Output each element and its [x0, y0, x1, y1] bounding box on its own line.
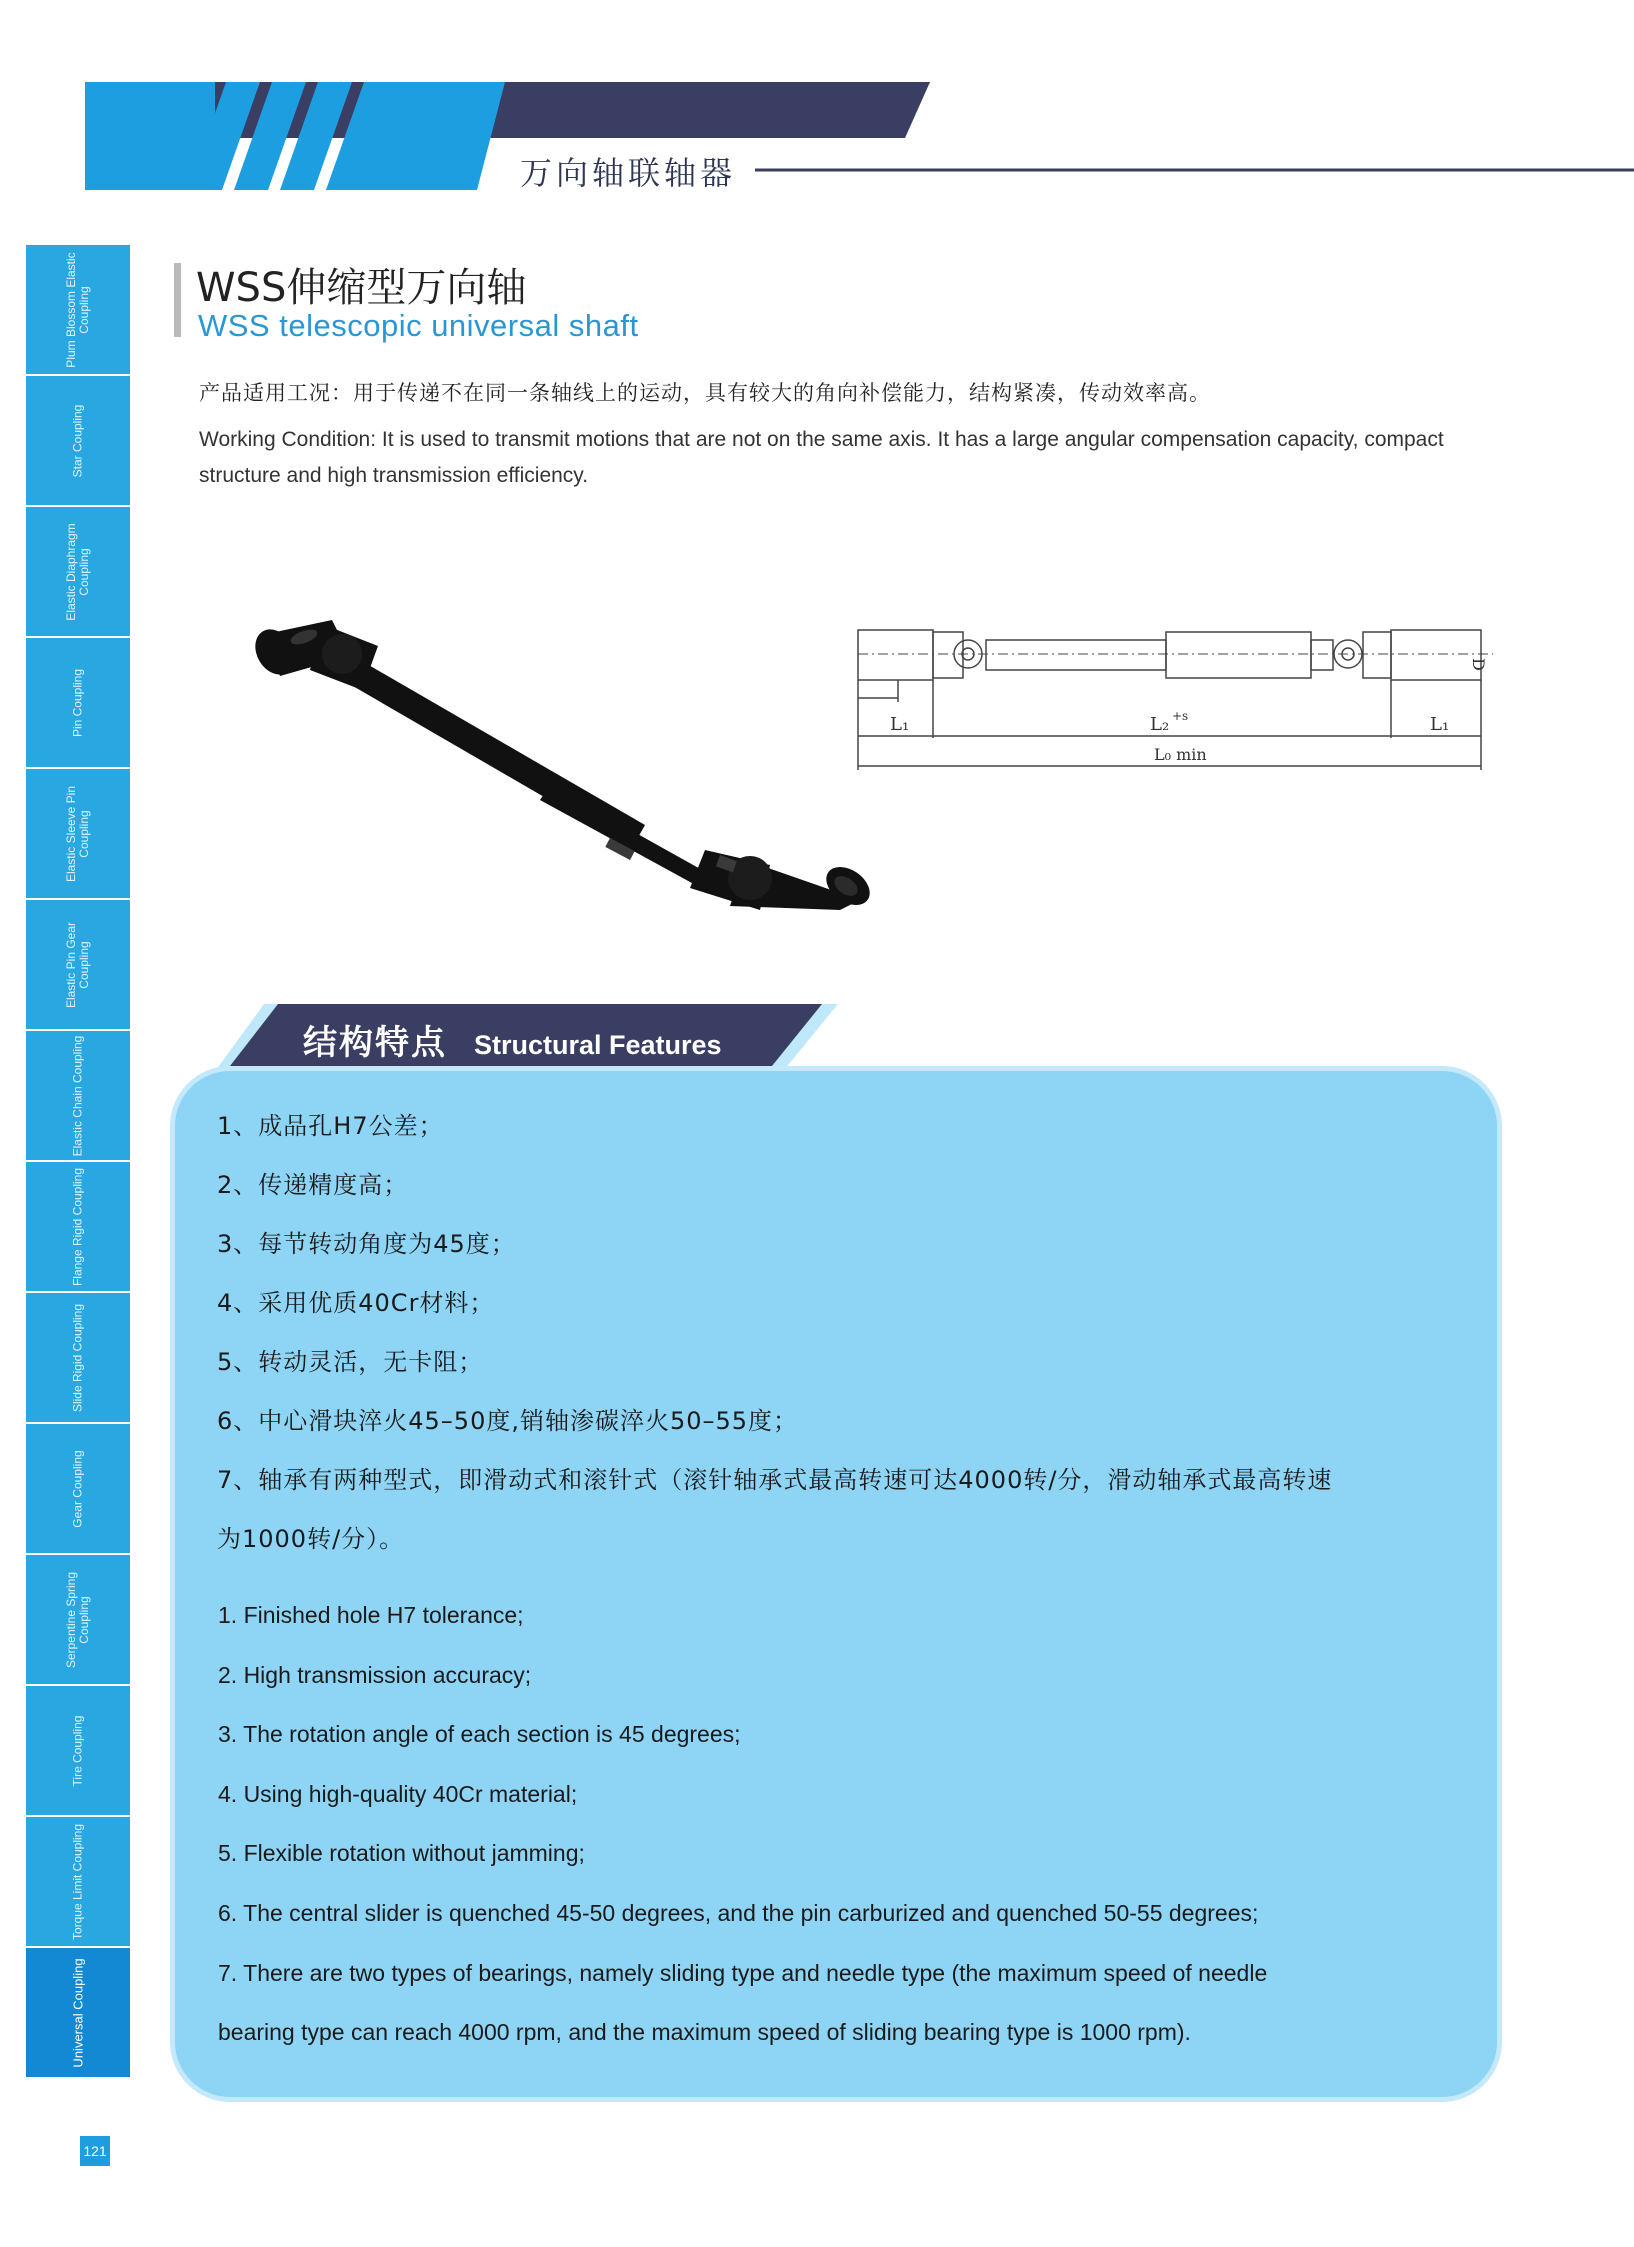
side-tab-elastic-diaphragm[interactable] [26, 507, 130, 638]
side-tab-universal[interactable] [26, 1948, 130, 2079]
side-tab-slide-rigid[interactable] [26, 1293, 130, 1424]
side-tab-label: Star Coupling [70, 404, 85, 478]
feature-en-item: 2. High transmission accuracy; [218, 1662, 532, 1688]
side-tab-pin[interactable] [26, 638, 130, 769]
feature-cn-item: 3、每节转动角度为45度； [217, 1230, 516, 1258]
side-tab-label: Universal Coupling [70, 1958, 86, 2068]
side-tab-label: Pin Coupling [70, 668, 85, 738]
side-nav [26, 245, 130, 2079]
dim-label-l1-right: L₁ [1430, 714, 1450, 735]
feature-cn-item: 1、成品孔H7公差； [217, 1112, 444, 1140]
feature-cn-item: 6、中心滑块淬火45–50度,销轴渗碳淬火50–55度； [217, 1407, 799, 1435]
side-tab-label: Elastic Pin Gear Coupling [64, 921, 91, 1009]
side-tab-serpentine-spring[interactable] [26, 1555, 130, 1686]
side-tab-label: Elastic Diaphragm Coupling [64, 523, 91, 621]
side-tab-label: Elastic Sleeve Pin Coupling [64, 785, 91, 883]
side-tab-gear[interactable] [26, 1424, 130, 1555]
side-tab-label: Serpentine Spring Coupling [64, 1571, 91, 1669]
feature-en-item: 4. Using high-quality 40Cr material; [218, 1781, 578, 1807]
dim-label-l2-sup: +s [1172, 709, 1189, 723]
feature-en-item: 7. There are two types of bearings, namely sliding type and needle type (the maximum speed of needle [218, 1960, 1268, 1986]
dim-label-l0: L₀ min [1154, 745, 1207, 764]
dim-label-d: D [1469, 658, 1488, 671]
product-title-cn: WSS伸缩型万向轴 [196, 265, 527, 311]
working-condition-en: Working Condition: It is used to transmit motions that are not on the same axis. It has a large angular compensation capacity, compact structure and high transmission efficiency. [199, 428, 1444, 487]
page-number: 121 [83, 2143, 107, 2159]
side-tab-torque-limit[interactable] [26, 1817, 130, 1948]
feature-en-item: 1. Finished hole H7 tolerance; [218, 1602, 524, 1628]
side-tab-label: Flange Rigid Coupling [70, 1167, 85, 1287]
feature-en-item: 6. The central slider is quenched 45-50 degrees, and the pin carburized and quenched 50-55 degrees; [218, 1900, 1259, 1926]
header-title: 万向轴联轴器 [520, 154, 737, 192]
page-number-box [80, 2136, 110, 2166]
features-box [170, 1066, 1502, 2102]
side-tab-star[interactable] [26, 376, 130, 507]
working-condition-cn: 产品适用工况：用于传递不在同一条轴线上的运动，具有较大的角向补偿能力，结构紧凑，传动效率高。 [199, 381, 1211, 405]
side-tab-label: Gear Coupling [70, 1450, 85, 1528]
features-title-en: Structural Features [474, 1030, 722, 1060]
feature-en-item: bearing type can reach 4000 rpm, and the maximum speed of sliding bearing type is 1000 rpm). [218, 2019, 1191, 2045]
side-tab-label: Slide Rigid Coupling [70, 1303, 85, 1413]
feature-en-item: 5. Flexible rotation without jamming; [218, 1840, 585, 1866]
side-tab-elastic-sleeve-pin[interactable] [26, 769, 130, 900]
side-tab-label: Plum Blossom Elastic Coupling [64, 252, 91, 368]
side-tab-flange-rigid[interactable] [26, 1162, 130, 1293]
feature-cn-item: 2、传递精度高； [217, 1171, 409, 1199]
header-banner [0, 0, 1634, 200]
side-tab-label: Elastic Chain Coupling [70, 1035, 85, 1157]
feature-cn-item: 4、采用优质40Cr材料； [217, 1289, 495, 1317]
side-tab-tire[interactable] [26, 1686, 130, 1817]
dim-label-l1-left: L₁ [890, 714, 910, 735]
dimension-drawing [838, 618, 1498, 778]
side-tab-elastic-pin-gear[interactable] [26, 900, 130, 1031]
side-tab-label: Tire Coupling [70, 1715, 85, 1787]
feature-cn-item: 为1000转/分）。 [217, 1525, 405, 1553]
side-tab-plum-blossom[interactable] [26, 245, 130, 376]
product-title-en: WSS telescopic universal shaft [198, 308, 639, 343]
shaft-photo [250, 610, 890, 910]
feature-en-item: 3. The rotation angle of each section is 45 degrees; [218, 1721, 741, 1747]
feature-cn-item: 5、转动灵活，无卡阻； [217, 1348, 484, 1376]
features-title-cn: 结构特点 [303, 1023, 447, 1063]
side-tab-elastic-chain[interactable] [26, 1031, 130, 1162]
title-accent-bar [174, 263, 181, 337]
side-tab-label: Torque Limit Coupling [70, 1823, 85, 1941]
dim-label-l2: L₂ [1150, 714, 1170, 735]
feature-cn-item: 7、轴承有两种型式，即滑动式和滚针式（滚针轴承式最高转速可达4000转/分，滑动轴承式最高转速 [217, 1466, 1333, 1494]
